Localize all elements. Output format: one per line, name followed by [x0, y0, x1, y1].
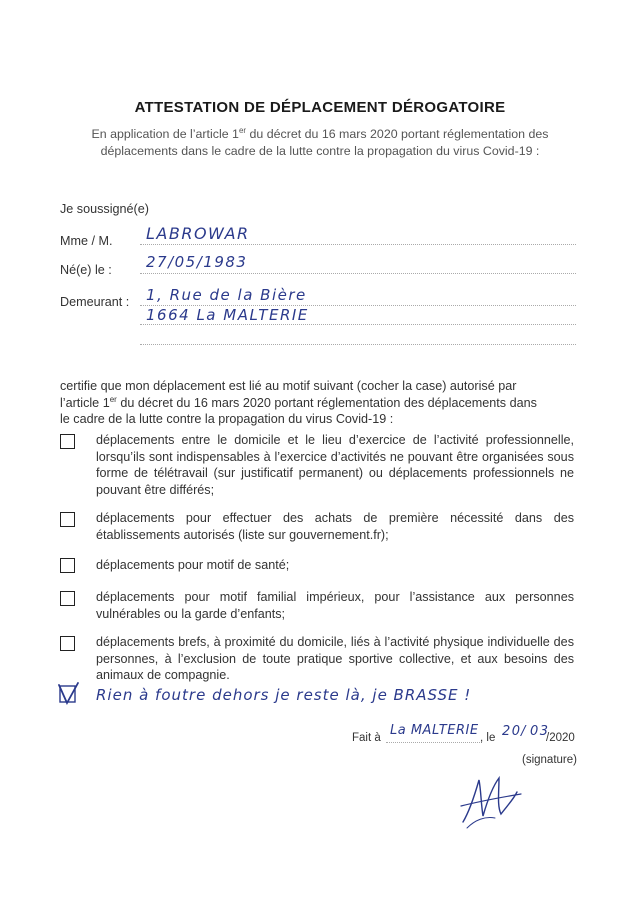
done-at-value[interactable]: La MALTERIE [390, 723, 479, 738]
option-text-4: déplacements pour motif familial impérieux, pour l’assistance aux personnes vulnérables ou la garde d’enfants; [96, 590, 574, 621]
date-separator: / [521, 724, 527, 739]
option-checkbox-5[interactable] [60, 636, 75, 651]
date-month[interactable]: 03 [530, 724, 550, 739]
done-at-dotted-line [386, 742, 482, 743]
address-line2[interactable]: 1664 La MALTERIE [146, 306, 309, 324]
date-day[interactable]: 20 [502, 724, 522, 739]
option-checkbox-1[interactable] [60, 434, 75, 449]
handwritten-note: Rien à foutre dehors je reste là, je BRASSE ! [96, 686, 472, 704]
birth-value[interactable]: 27/05/1983 [146, 253, 248, 271]
signature-label: (signature) [522, 754, 577, 766]
option-checkbox-4[interactable] [60, 591, 75, 606]
option-text-2: déplacements pour effectuer des achats de première nécessité dans des établissements autorisés (liste sur gouvernement.fr); [96, 511, 574, 542]
name-label: Mme / M. [60, 234, 113, 248]
address-line1[interactable]: 1, Rue de la Bière [146, 286, 307, 304]
intro-text: Je soussigné(e) [60, 202, 149, 216]
address-dotted-line-3 [140, 344, 576, 345]
name-dotted-line [140, 244, 576, 245]
option-text-1: déplacements entre le domicile et le lieu d’exercice de l’activité professionnelle, lorsqu’ils sont indispensables à l’exercice d’activités ne pouvant être organisées sous forme de télétravail (sur justificatif permanent) ou déplacements professionnels ne pouvant être différés; [96, 433, 574, 497]
signature-scribble [455, 772, 525, 832]
option-text-3: déplacements pour motif de santé; [96, 558, 290, 572]
birth-dotted-line [140, 273, 576, 274]
date-label: , le [480, 732, 496, 744]
option-checkbox-2[interactable] [60, 512, 75, 527]
address-label: Demeurant : [60, 295, 130, 309]
done-at-label: Fait à [352, 732, 381, 744]
document-title: ATTESTATION DE DÉPLACEMENT DÉROGATOIRE [134, 99, 506, 116]
certify-text: certifie que mon déplacement est lié au motif suivant (cocher la case) autorisé par l’article 1er du décret du 16 mars 2020 portant réglementation des déplacements dans le cadre de la lutte contre la propagation du virus Covid-19 : [60, 379, 537, 426]
document-subtitle: En application de l’article 1er du décret du 16 mars 2020 portant réglementation des déplacements dans le cadre de la lutte contre la propagation du virus Covid-19 : [91, 125, 549, 158]
option-checkbox-3[interactable] [60, 558, 75, 573]
name-value[interactable]: LABROWAR [146, 224, 250, 243]
handwritten-check-mark-icon [58, 682, 80, 706]
birth-label: Né(e) le : [60, 263, 112, 277]
address-dotted-line-2 [140, 324, 576, 325]
date-year: /2020 [546, 732, 575, 744]
option-text-5: déplacements brefs, à proximité du domicile, liés à l’activité physique individuelle des personnes, à l’exclusion de toute pratique sportive collective, et aux besoins des animaux de compagnie. [96, 635, 574, 682]
